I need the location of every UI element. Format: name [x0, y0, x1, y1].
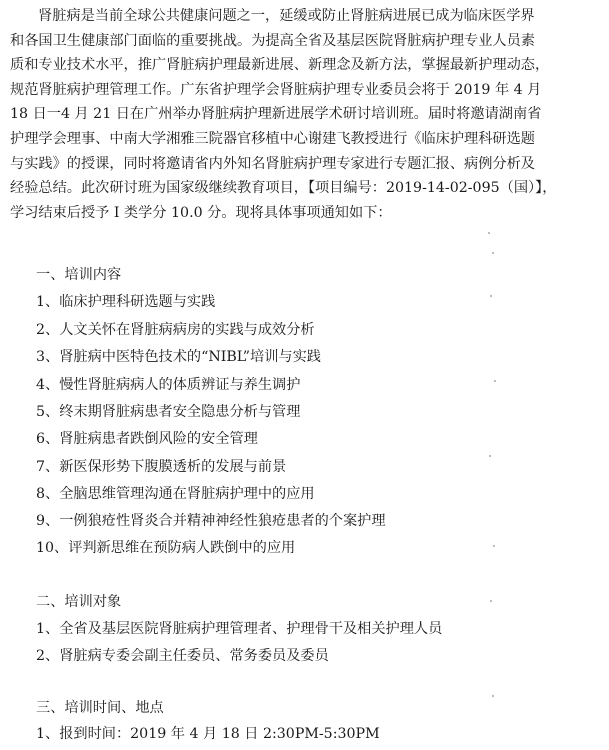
scan-speck	[494, 380, 496, 382]
intro-line: 护理学会理事、中南大学湘雅三院器官移植中心谢建飞教授进行《临床护理科研选题	[10, 130, 535, 147]
intro-line: 学习结束后授予 I 类学分 10.0 分。现将具体事项通知如下：	[10, 204, 392, 221]
intro-line: 18 日一4 月 21 日在广州举办肾脏病护理新进展学术研讨培训班。届时将邀请湖南省	[10, 106, 542, 123]
intro-line: 质和专业技术水平，推广肾脏病护理最新进展、新理念及新方法，掌握最新护理动态，	[10, 57, 550, 74]
intro-paragraph	[10, 4, 602, 225]
content-item: 2、人文关怀在肾脏病病房的实践与成效分析	[36, 322, 315, 338]
audience-item: 1、全省及基层医院肾脏病护理管理者、护理骨干及相关护理人员	[36, 621, 443, 637]
content-item: 10、评判新思维在预防病人跌倒中的应用	[36, 540, 296, 556]
scan-speck	[490, 600, 492, 602]
section-heading-content: 一、培训内容	[36, 267, 122, 283]
scan-speck	[492, 252, 494, 254]
content-item: 3、肾脏病中医特色技术的“NIBL”培训与实践	[36, 349, 321, 365]
content-item: 7、新医保形势下腹膜透析的发展与前景	[36, 459, 287, 475]
scan-speck	[488, 232, 490, 234]
content-item: 4、慢性肾脏病病人的体质辨证与养生调护	[36, 377, 301, 393]
content-item: 6、肾脏病患者跌倒风险的安全管理	[36, 431, 258, 447]
scan-speck	[489, 455, 491, 457]
intro-line: 经验总结。此次研讨班为国家级继续教育项目，【项目编号：2019-14-02-095（国）】，	[10, 180, 557, 197]
section-heading-audience: 二、培训对象	[36, 594, 122, 610]
intro-line: 规范肾脏病护理管理工作。广东省护理学会肾脏病护理专业委员会将于 2019 年 4 月	[10, 81, 542, 98]
content-item: 5、终末期肾脏病患者安全隐患分析与管理	[36, 404, 301, 420]
content-item: 8、全脑思维管理沟通在肾脏病护理中的应用	[36, 486, 315, 502]
scan-speck	[493, 545, 495, 547]
schedule-item: 1、报到时间：2019 年 4 月 18 日 2:30PM-5:30PM	[36, 726, 380, 742]
scan-speck	[490, 295, 492, 297]
content-item: 1、临床护理科研选题与实践	[36, 294, 216, 310]
content-item: 9、一例狼疮性肾炎合并精神神经性狼疮患者的个案护理	[36, 513, 386, 529]
intro-line: 与实践》的授课，同时将邀请省内外知名肾脏病护理专家进行专题汇报、病例分析及	[10, 155, 535, 172]
intro-line: 和各国卫生健康部门面临的重要挑战。为提高全省及基层医院肾脏病护理专业人员素	[10, 32, 535, 49]
intro-line: 肾脏病是当前全球公共健康问题之一，延缓或防止肾脏病进展已成为临床医学界	[38, 8, 535, 24]
audience-item: 2、肾脏病专委会副主任委员、常务委员及委员	[36, 648, 329, 664]
scan-speck	[492, 695, 494, 697]
section-heading-schedule: 三、培训时间、地点	[36, 700, 164, 716]
